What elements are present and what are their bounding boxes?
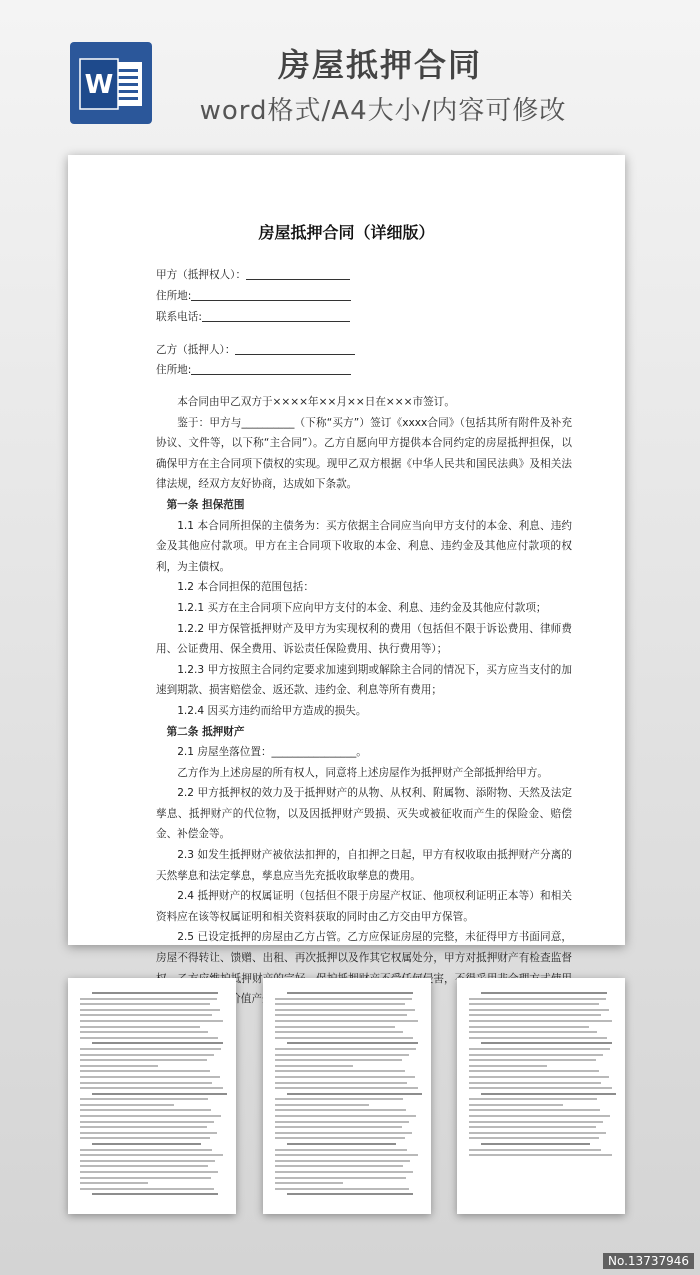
thumbnail-text-line (80, 1020, 223, 1022)
thumbnail-text-line (275, 1014, 407, 1016)
thumbnail-text-line (469, 1082, 601, 1084)
thumbnail-text-line (469, 1098, 597, 1100)
thumbnail-text-line (80, 1160, 215, 1162)
thumbnail-text-line (80, 1132, 217, 1134)
header-title: 房屋抵押合同 (277, 46, 482, 84)
party-b-address-blank[interactable] (191, 362, 351, 375)
thumbnail-text-line (275, 1059, 402, 1061)
thumbnail-text-line (80, 1182, 148, 1184)
thumbnail-text-line (92, 1093, 227, 1095)
thumbnail-text-line (469, 1132, 606, 1134)
thumbnail-text-line (469, 1020, 612, 1022)
thumbnail-page[interactable] (68, 978, 236, 1214)
thumbnail-text-line (469, 1126, 596, 1128)
thumbnail-text-line (80, 1054, 214, 1056)
thumbnail-text-line (469, 1076, 609, 1078)
thumbnail-text-line (80, 1014, 212, 1016)
thumbnail-text-line (80, 1098, 208, 1100)
thumbnail-text-line (275, 1098, 403, 1100)
thumbnail-text-line (80, 1003, 210, 1005)
thumbnail-page[interactable] (263, 978, 431, 1214)
thumbnail-text-line (80, 1070, 210, 1072)
thumbnail-text-line (287, 992, 414, 994)
thumbnail-text-line (275, 1137, 405, 1139)
thumbnail-text-line (275, 1115, 416, 1117)
thumbnail-text-line (287, 1093, 422, 1095)
thumbnail-text-line (481, 1042, 612, 1044)
thumbnail-text-line (275, 1182, 343, 1184)
thumbnail-text-line (275, 1171, 413, 1173)
thumbnail-text-line (80, 1115, 221, 1117)
clause-1-2-2: 1.2.2 甲方保管抵押财产及甲方为实现权利的费用（包括但不限于诉讼费用、律师费用、公证费用、保全费用、诉讼责任保险费用、执行费用等）； (156, 622, 572, 656)
thumbnail-text-line (275, 1109, 406, 1111)
document-title: 房屋抵押合同（详细版） (258, 223, 435, 242)
thumbnail-text-line (80, 1009, 220, 1011)
party-a-address-label: 住所地: (156, 290, 192, 302)
thumbnail-text-line (469, 1026, 589, 1028)
word-icon (70, 42, 152, 124)
clause-2-1: 2.1 房屋坐落位置：________________。 (177, 746, 367, 759)
thumbnail-text-line (469, 1137, 599, 1139)
contract-body (156, 392, 572, 1010)
clause-2-3: 2.3 如发生抵押财产被依法扣押的，自扣押之日起，甲方有权收取由抵押财产分离的天然孳息和法定孳息，孳息应当先充抵收取孳息的费用。 (156, 849, 572, 882)
party-b-address-line (156, 360, 351, 381)
thumbnail-text-line (275, 1031, 403, 1033)
party-b-blank[interactable] (235, 342, 355, 355)
thumbnail-text-line (469, 998, 606, 1000)
thumbnail-text-line (469, 1154, 612, 1156)
thumbnail-text-line (275, 1104, 369, 1106)
thumbnail-text-line (469, 1031, 597, 1033)
thumbnail-page[interactable] (457, 978, 625, 1214)
party-a-address-line (156, 286, 351, 307)
thumbnail-text-line (275, 1037, 413, 1039)
party-b-label: 乙方（抵押人）： (156, 344, 236, 356)
thumbnail-text-line (80, 1109, 211, 1111)
thumbnail-text-line (469, 1065, 547, 1067)
party-a-phone-label: 联系电话: (156, 311, 202, 323)
thumbnail-text-line (275, 998, 412, 1000)
thumbnail-text-line (80, 1154, 223, 1156)
thumbnail-text-line (469, 1048, 610, 1050)
article-2-heading: 第二条 抵押财产 (166, 725, 245, 738)
clause-1-1: 1.1 本合同所担保的主债务为：买方依据主合同应当向甲方支付的本金、利息、违约金及其他应付款项。甲方在主合同项下收取的本金、利息、违约金及其他应付款项的权利，为主债权。 (156, 519, 572, 573)
thumbnail-text-line (80, 1076, 220, 1078)
thumbnail-text-line (469, 1009, 609, 1011)
party-b-line (156, 340, 355, 361)
image-id-label: No.13737946 (603, 1253, 694, 1269)
clause-1-2-3: 1.2.3 甲方按照主合同约定要求加速到期或解除主合同的情况下，买方应当支付的加速到期款、损害赔偿金、返还款、违约金、利息等所有费用； (156, 663, 572, 697)
thumbnail-text-line (275, 1009, 415, 1011)
thumbnail-text-line (80, 1048, 221, 1050)
party-a-address-blank[interactable] (191, 288, 351, 301)
thumbnail-text-line (275, 1121, 409, 1123)
thumbnail-text-line (80, 1149, 212, 1151)
thumbnail-text-line (275, 1188, 409, 1190)
thumbnail-text-line (469, 1109, 600, 1111)
thumbnail-text-line (469, 1087, 612, 1089)
thumbnail-text-line (80, 1082, 212, 1084)
document-page (68, 155, 625, 1006)
thumbnail-text-line (275, 1160, 410, 1162)
paragraph-intro: 本合同由甲乙双方于××××年××月××日在×××市签订。 (177, 396, 455, 408)
thumbnail-text-line (80, 1165, 208, 1167)
thumbnail-text-line (287, 1193, 414, 1195)
thumbnail-text-line (80, 1059, 207, 1061)
party-a-phone-blank[interactable] (202, 309, 350, 322)
thumbnail-text-line (80, 1121, 214, 1123)
party-b-address-label: 住所地: (156, 364, 192, 376)
thumbnail-text-line (92, 1042, 223, 1044)
thumbnail-text-line (275, 1126, 402, 1128)
clause-1-2-4: 1.2.4 因买方违约而给甲方造成的损失。 (177, 704, 367, 717)
thumbnail-text-line (469, 1059, 596, 1061)
paragraph-whereas: 鉴于：甲方与__________（下称“买方”）签订《xxxx合同》（包括其所有附件及补充协议、文件等，以下称“主合同”）。乙方自愿向甲方提供本合同约定的房屋抵押担保，以确保甲方在主合同项下债权的实现。现甲乙双方根据《中华人民共和国民法典》及相关法律法规，经双方友好协商，达成如下条款。 (156, 416, 572, 491)
clause-1-2-1: 1.2.1 买方在主合同项下应向甲方支付的本金、利息、违约金及其他应付款项； (177, 601, 547, 614)
thumbnail-text-line (469, 1070, 599, 1072)
thumbnail-text-line (275, 1177, 406, 1179)
thumbnail-text-line (92, 992, 219, 994)
thumbnail-text-line (275, 1087, 418, 1089)
thumbnail-text-line (80, 1104, 174, 1106)
thumbnail-text-line (80, 1065, 158, 1067)
thumbnail-text-line (92, 1193, 219, 1195)
thumbnail-text-line (481, 1143, 590, 1145)
thumbnail-text-line (275, 1165, 403, 1167)
thumbnail-text-line (80, 998, 217, 1000)
article-1-heading: 第一条 担保范围 (166, 498, 245, 511)
thumbnail-text-line (80, 1137, 210, 1139)
party-a-line (156, 265, 350, 286)
thumbnail-text-line (275, 1076, 415, 1078)
thumbnail-text-line (275, 1082, 407, 1084)
thumbnail-text-line (469, 1149, 601, 1151)
thumbnail-text-line (469, 1104, 563, 1106)
header-subtitle: word格式/A4大小/内容可修改 (199, 96, 567, 126)
thumbnail-text-line (275, 1070, 405, 1072)
thumbnail-text-line (80, 1126, 207, 1128)
thumbnail-text-line (275, 1026, 395, 1028)
thumbnail-text-line (469, 1003, 599, 1005)
word-icon-letter: W (84, 70, 114, 100)
thumbnail-text-line (80, 1177, 211, 1179)
party-a-phone-line (156, 307, 350, 328)
thumbnail-text-line (275, 1054, 409, 1056)
thumbnail-text-line (469, 1115, 610, 1117)
thumbnail-text-line (481, 1093, 616, 1095)
thumbnail-text-line (275, 1154, 418, 1156)
thumbnail-text-line (92, 1143, 201, 1145)
party-a-blank[interactable] (246, 267, 350, 280)
thumbnail-text-line (469, 1037, 607, 1039)
clause-2-1-note: 乙方作为上述房屋的所有权人，同意将上述房屋作为抵押财产全部抵押给甲方。 (177, 766, 548, 779)
thumbnail-text-line (275, 1003, 405, 1005)
thumbnail-text-line (80, 1037, 218, 1039)
thumbnail-text-line (275, 1149, 407, 1151)
thumbnail-text-line (469, 1054, 603, 1056)
party-a-label: 甲方（抵押权人）： (156, 269, 247, 281)
thumbnail-text-line (80, 1188, 214, 1190)
thumbnail-text-line (275, 1048, 416, 1050)
thumbnail-text-line (287, 1143, 396, 1145)
clause-2-2: 2.2 甲方抵押权的效力及于抵押财产的从物、从权利、附属物、添附物、天然及法定孳息、抵押财产的代位物，以及因抵押财产毁损、灭失或被征收而产生的保险金、赔偿金、补偿金等。 (156, 787, 572, 841)
thumbnail-text-line (481, 992, 608, 994)
clause-2-5: 2.5 已设定抵押的房屋由乙方占管。乙方应保证房屋的完整，未征得甲方书面同意，房屋不得转让、馈赠、出租、再次抵押以及作其它权属处分，甲方对抵押财产有检查监督 维护抵押财产的完 侵害，不 其价值产生减损。 (156, 931, 572, 1006)
thumbnail-text-line (80, 1087, 223, 1089)
thumbnail-text-line (80, 1031, 208, 1033)
thumbnail-text-line (80, 1171, 218, 1173)
thumbnail-text-line (80, 1026, 200, 1028)
clause-1-2: 1.2 本合同担保的范围包括： (177, 581, 314, 594)
thumbnail-text-line (469, 1014, 601, 1016)
clause-2-4: 2.4 抵押财产的权属证明（包括但不限于房屋产权证、他项权利证明正本等）和相关资料应在该等权属证明和相关资料获取的同时由乙方交由甲方保管。 (156, 890, 572, 923)
thumbnail-text-line (275, 1020, 418, 1022)
thumbnail-text-line (275, 1132, 412, 1134)
thumbnail-text-line (287, 1042, 418, 1044)
thumbnail-text-line (469, 1121, 603, 1123)
thumbnail-text-line (275, 1065, 353, 1067)
